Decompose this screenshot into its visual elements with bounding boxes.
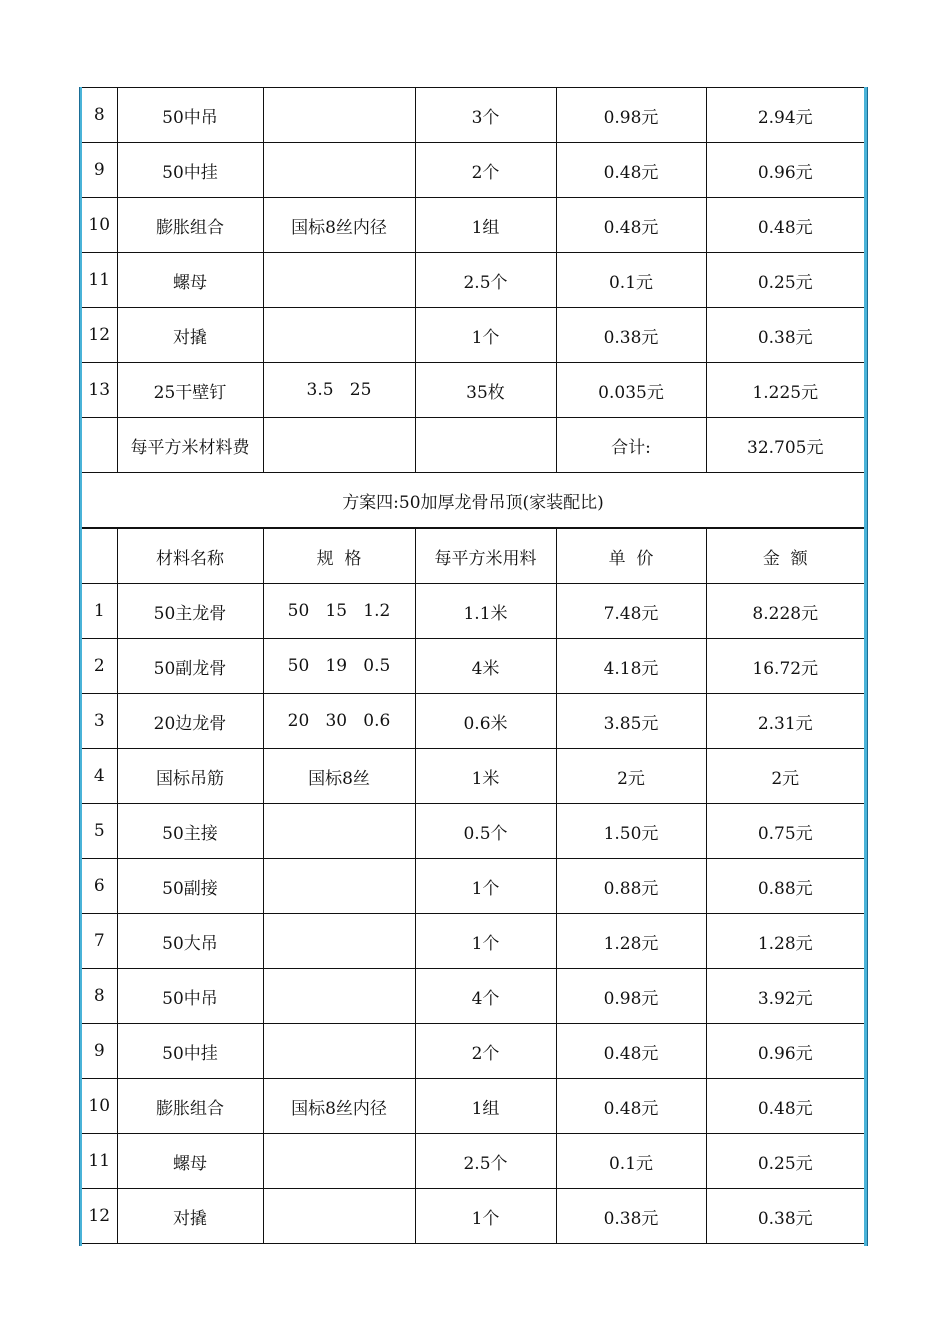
total-value: 32.705元 <box>706 418 864 473</box>
cell-spec <box>263 143 415 198</box>
cell-spec: 国标8丝内径 <box>263 198 415 253</box>
table-row <box>82 1024 864 1079</box>
table-row <box>82 143 864 198</box>
cell-price: 0.88元 <box>556 859 706 914</box>
cell-price: 单 价 <box>556 528 706 584</box>
cell-amount: 0.48元 <box>706 198 864 253</box>
cell-no: 1 <box>82 584 117 639</box>
table-row <box>82 584 864 639</box>
cell-name: 25干壁钉 <box>117 363 263 418</box>
cell-spec <box>263 914 415 969</box>
cell-qty: 1组 <box>415 1079 556 1134</box>
cell-name: 50大吊 <box>117 914 263 969</box>
cell-spec: 3.5 25 <box>263 363 415 418</box>
table-row <box>82 749 864 804</box>
cell-qty: 每平方米用料 <box>415 528 556 584</box>
cell-name: 国标吊筋 <box>117 749 263 804</box>
cell-price: 2元 <box>556 749 706 804</box>
cell-no: 9 <box>82 143 117 198</box>
cell-spec: 20 30 0.6 <box>263 694 415 749</box>
cell-name: 50副龙骨 <box>117 639 263 694</box>
cell-name: 50中挂 <box>117 143 263 198</box>
cell-spec: 国标8丝 <box>263 749 415 804</box>
table-header-row <box>82 528 864 584</box>
cell-name: 50中挂 <box>117 1024 263 1079</box>
cell-no: 12 <box>82 1189 117 1244</box>
cell-amount: 0.48元 <box>706 1079 864 1134</box>
cell-no <box>82 528 117 584</box>
cell-spec <box>263 308 415 363</box>
total-row-label: 每平方米材料费 <box>117 418 263 473</box>
cell-name: 50中吊 <box>117 969 263 1024</box>
cell-price: 1.50元 <box>556 804 706 859</box>
cell-no: 2 <box>82 639 117 694</box>
cell-amount: 2.31元 <box>706 694 864 749</box>
cell-name: 对撬 <box>117 1189 263 1244</box>
section-title-row <box>82 473 864 529</box>
table-row <box>82 1079 864 1134</box>
cell-spec <box>263 969 415 1024</box>
cell-amount: 3.92元 <box>706 969 864 1024</box>
cell-price: 0.48元 <box>556 1024 706 1079</box>
cell-amount: 0.25元 <box>706 253 864 308</box>
section-title: 方案四:50加厚龙骨吊顶(家装配比) <box>82 473 864 529</box>
cell-qty: 2个 <box>415 143 556 198</box>
cell-name: 材料名称 <box>117 528 263 584</box>
cell-name: 膨胀组合 <box>117 1079 263 1134</box>
cell-spec: 国标8丝内径 <box>263 1079 415 1134</box>
cell-qty: 2.5个 <box>415 253 556 308</box>
cell-no: 3 <box>82 694 117 749</box>
cell-spec <box>263 88 415 143</box>
cell-price: 0.1元 <box>556 253 706 308</box>
cell-name: 膨胀组合 <box>117 198 263 253</box>
cell-price: 0.98元 <box>556 969 706 1024</box>
cell-qty: 4个 <box>415 969 556 1024</box>
table-row <box>82 88 864 143</box>
cell-price: 0.38元 <box>556 308 706 363</box>
cell-amount: 0.38元 <box>706 1189 864 1244</box>
cell-name: 50中吊 <box>117 88 263 143</box>
cell-spec: 规 格 <box>263 528 415 584</box>
page-right-border <box>864 87 868 1246</box>
cell-no: 13 <box>82 363 117 418</box>
table-row <box>82 253 864 308</box>
cell-qty: 4米 <box>415 639 556 694</box>
cell-spec: 50 15 1.2 <box>263 584 415 639</box>
table-row <box>82 198 864 253</box>
cell-amount: 0.75元 <box>706 804 864 859</box>
cell-amount: 0.25元 <box>706 1134 864 1189</box>
cell-price: 0.48元 <box>556 198 706 253</box>
cell-spec <box>263 418 415 473</box>
cell-qty: 3个 <box>415 88 556 143</box>
cell-name: 螺母 <box>117 1134 263 1189</box>
cell-no: 6 <box>82 859 117 914</box>
cell-qty: 1个 <box>415 914 556 969</box>
cell-spec <box>263 1024 415 1079</box>
cell-amount: 0.96元 <box>706 1024 864 1079</box>
cell-amount: 0.88元 <box>706 859 864 914</box>
cell-spec <box>263 859 415 914</box>
cell-qty: 1.1米 <box>415 584 556 639</box>
table-row <box>82 1189 864 1244</box>
cell-spec: 50 19 0.5 <box>263 639 415 694</box>
cell-spec <box>263 1189 415 1244</box>
table-row <box>82 969 864 1024</box>
cell-price: 3.85元 <box>556 694 706 749</box>
cell-name: 螺母 <box>117 253 263 308</box>
table-row <box>82 639 864 694</box>
cell-no: 12 <box>82 308 117 363</box>
cell-no: 5 <box>82 804 117 859</box>
document-frame <box>79 87 868 1246</box>
table-row <box>82 363 864 418</box>
cell-qty <box>415 418 556 473</box>
cell-spec <box>263 804 415 859</box>
cell-no: 7 <box>82 914 117 969</box>
table-row <box>82 859 864 914</box>
materials-table <box>82 87 864 1244</box>
cell-qty: 2个 <box>415 1024 556 1079</box>
cell-qty: 35枚 <box>415 363 556 418</box>
cell-amount: 2.94元 <box>706 88 864 143</box>
table-row <box>82 914 864 969</box>
table-row <box>82 308 864 363</box>
cell-qty: 0.6米 <box>415 694 556 749</box>
cell-no <box>82 418 117 473</box>
total-row <box>82 418 864 473</box>
cell-amount: 0.96元 <box>706 143 864 198</box>
cell-price: 7.48元 <box>556 584 706 639</box>
table-row <box>82 1134 864 1189</box>
cell-amount: 金 额 <box>706 528 864 584</box>
cell-amount: 1.225元 <box>706 363 864 418</box>
cell-name: 50副接 <box>117 859 263 914</box>
cell-no: 10 <box>82 198 117 253</box>
cell-qty: 2.5个 <box>415 1134 556 1189</box>
cell-qty: 0.5个 <box>415 804 556 859</box>
cell-qty: 1个 <box>415 1189 556 1244</box>
cell-price: 0.98元 <box>556 88 706 143</box>
total-label: 合计: <box>556 418 706 473</box>
cell-no: 4 <box>82 749 117 804</box>
cell-price: 0.035元 <box>556 363 706 418</box>
cell-no: 9 <box>82 1024 117 1079</box>
cell-name: 50主接 <box>117 804 263 859</box>
cell-no: 11 <box>82 1134 117 1189</box>
cell-name: 对撬 <box>117 308 263 363</box>
table-row <box>82 694 864 749</box>
cell-price: 0.38元 <box>556 1189 706 1244</box>
cell-amount: 8.228元 <box>706 584 864 639</box>
cell-price: 0.48元 <box>556 143 706 198</box>
cell-spec <box>263 1134 415 1189</box>
cell-amount: 2元 <box>706 749 864 804</box>
cell-amount: 0.38元 <box>706 308 864 363</box>
cell-qty: 1个 <box>415 859 556 914</box>
cell-price: 0.1元 <box>556 1134 706 1189</box>
cell-qty: 1米 <box>415 749 556 804</box>
cell-price: 1.28元 <box>556 914 706 969</box>
cell-price: 4.18元 <box>556 639 706 694</box>
cell-qty: 1个 <box>415 308 556 363</box>
cell-no: 10 <box>82 1079 117 1134</box>
cell-name: 50主龙骨 <box>117 584 263 639</box>
cell-no: 8 <box>82 969 117 1024</box>
cell-amount: 16.72元 <box>706 639 864 694</box>
cell-price: 0.48元 <box>556 1079 706 1134</box>
cell-name: 20边龙骨 <box>117 694 263 749</box>
cell-amount: 1.28元 <box>706 914 864 969</box>
cell-spec <box>263 253 415 308</box>
cell-no: 11 <box>82 253 117 308</box>
cell-no: 8 <box>82 88 117 143</box>
table-row <box>82 804 864 859</box>
cell-qty: 1组 <box>415 198 556 253</box>
